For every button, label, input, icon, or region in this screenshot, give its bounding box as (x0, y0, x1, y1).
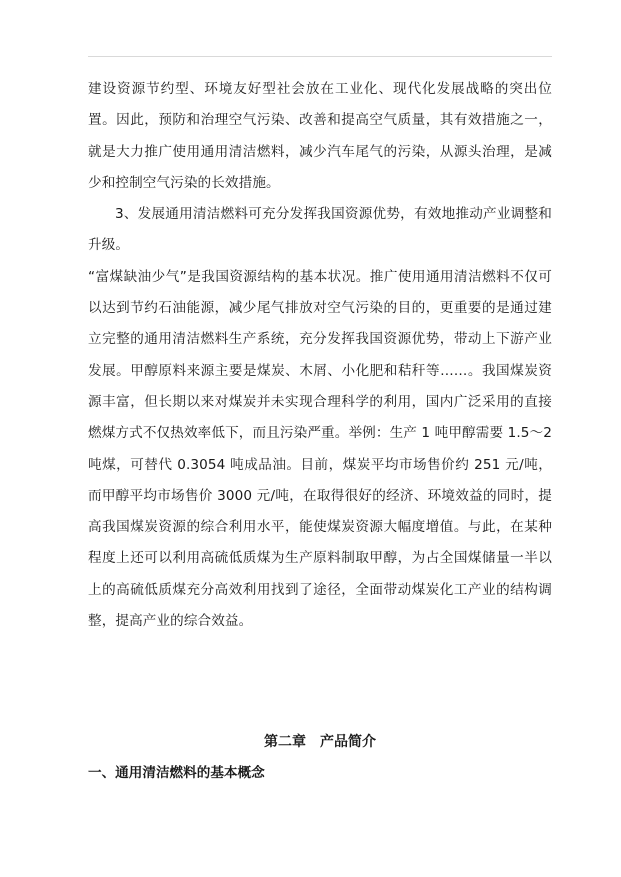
chapter-title: 第二章 产品简介 (264, 734, 376, 750)
header-divider (88, 56, 552, 57)
paragraph-coal-resource-advantage: “富煤缺油少气”是我国资源结构的基本状况。推广使用通用清洁燃料不仅可以达到节约石油能源，减少尾气排放对空气污染的目的，更重要的是通过建立完整的通用清洁燃料生产系统，充分发挥我国资源优势，带动上下游产业发展。甲醇原料来源主要是煤炭、木屑、小化肥和秸秆等……。我国煤炭资源丰富，但长期以来对煤炭并未实现合理科学的利用，国内广泛采用的直接燃煤方式不仅热效率低下，而且污染严重。举例：生产 1 吨甲醇需要 1.5～2 吨煤，可替代 0.3054 吨成品油。目前，煤炭平均市场售价约 251 元/吨，而甲醇平均市场售价 3000 元/吨，在取得很好的经济、环境效益的同时，提高我国煤炭资源的综合利用水平，能使煤炭资源大幅度增值。与此，在某种程度上还可以利用高硫低质煤为生产原料制取甲醇，为占全国煤储量一半以上的高硫低质煤充分高效利用找到了途径，全面带动煤炭化工产业的结构调整，提高产业的综合效益。 (88, 268, 552, 630)
section-heading: 一、通用清洁燃料的基本概念 (88, 765, 265, 781)
paragraph-resource-saving-society: 建设资源节约型、环境友好型社会放在工业化、现代化发展战略的突出位置。因此，预防和治理空气污染、改善和提高空气质量，其有效措施之一，就是大力推广使用通用清洁燃料，减少汽车尾气的污染，从源头治理，是减少和控制空气污染的长效措施。 (88, 81, 552, 191)
document-body (88, 74, 552, 637)
paragraph-point-3-heading: 3、发展通用清洁燃料可充分发挥我国资源优势，有效地推动产业调整和升级。 (88, 206, 552, 254)
